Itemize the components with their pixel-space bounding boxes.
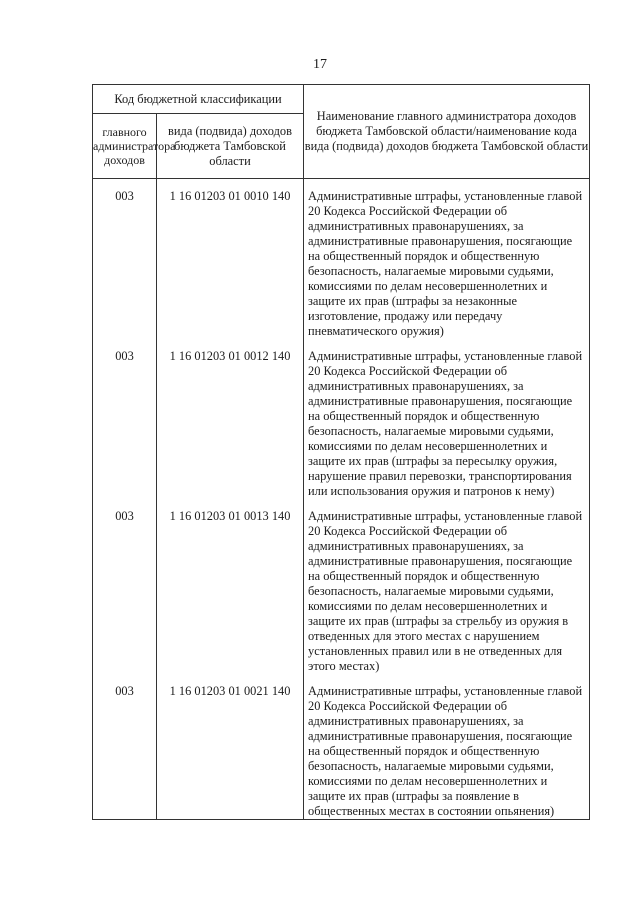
revenue-name-cell: Административные штрафы, установленные главой 20 Кодекса Российской Федерации об административных правонарушениях, за административные правонарушения, посягающие на общественный порядок и общественную безопасность, налагаемые мировыми судьями, комиссиями по делам несовершеннолетних и защите их прав (штрафы за незаконные изготовление, продажу или передачу пневматического оружия)	[304, 179, 590, 340]
revenue-code-cell: 1 16 01203 01 0010 140	[157, 179, 304, 340]
budget-classification-table	[92, 84, 590, 820]
revenue-name-cell: Административные штрафы, установленные главой 20 Кодекса Российской Федерации об административных правонарушениях, за административные правонарушения, посягающие на общественный порядок и общественную безопасность, налагаемые мировыми судьями, комиссиями по делам несовершеннолетних и защите их прав (штрафы за пересылку оружия, нарушение правил перевозки, транспортирования или использования оружия и патронов к нему)	[304, 339, 590, 499]
revenue-name-cell: Административные штрафы, установленные главой 20 Кодекса Российской Федерации об административных правонарушениях, за административные правонарушения, посягающие на общественный порядок и общественную безопасность, налагаемые мировыми судьями, комиссиями по делам несовершеннолетних и защите их прав (штрафы за стрельбу из оружия в отведенных для этого местах с нарушением установленных правил или в не отведенных для этого местах)	[304, 499, 590, 674]
admin-code-cell: 003	[93, 339, 157, 499]
revenue-code-cell: 1 16 01203 01 0013 140	[157, 499, 304, 674]
revenue-code-cell: 1 16 01203 01 0021 140	[157, 674, 304, 820]
header-budget-classification-code: Код бюджетной классификации	[93, 85, 304, 114]
table-header	[93, 85, 590, 179]
admin-code-cell: 003	[93, 674, 157, 820]
admin-code-cell: 003	[93, 499, 157, 674]
table-row	[93, 499, 590, 674]
admin-code-cell: 003	[93, 179, 157, 340]
table-row	[93, 179, 590, 340]
table-row	[93, 674, 590, 820]
table-row	[93, 339, 590, 499]
header-chief-administrator: главного администратора доходов	[93, 114, 157, 179]
page-number: 17	[313, 57, 327, 72]
revenue-code-cell: 1 16 01203 01 0012 140	[157, 339, 304, 499]
table-body	[93, 179, 590, 820]
header-revenue-type-code: вида (подвида) доходов бюджета Тамбовской области	[157, 114, 304, 179]
revenue-name-cell: Административные штрафы, установленные главой 20 Кодекса Российской Федерации об административных правонарушениях, за административные правонарушения, посягающие на общественный порядок и общественную безопасность, налагаемые мировыми судьями, комиссиями по делам несовершеннолетних и защите их прав (штрафы за появление в общественных местах в состоянии опьянения)	[304, 674, 590, 820]
header-administrator-name: Наименование главного администратора доходов бюджета Тамбовской области/наименование кода вида (подвида) доходов бюджета Тамбовской области	[304, 85, 590, 179]
